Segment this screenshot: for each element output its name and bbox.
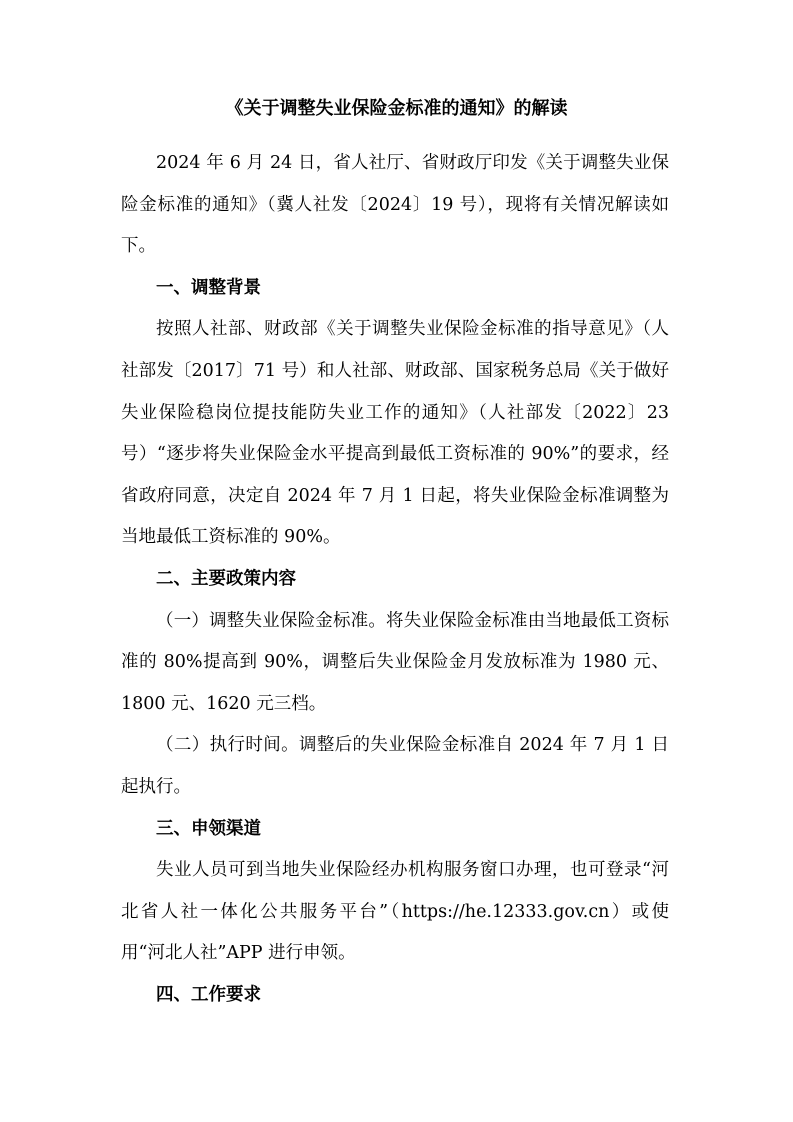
document-title: 《关于调整失业保险金标准的通知》的解读 [225,98,568,119]
section-heading-application-channels: 三、申领渠道 [156,818,261,839]
section-heading-background: 一、调整背景 [156,277,261,298]
document-body [121,143,669,1016]
section-heading-policy-content: 二、主要政策内容 [156,568,296,589]
background-paragraph: 按照人社部、财政部《关于调整失业保险金标准的指导意见》（人社部发〔2017〕71 号）和人社部、财政部、国家税务总局《关于做好失业保险稳岗位提技能防失业工作的通知》（人社部发〔2022〕23 号）“逐步将失业保险金水平提高到最低工资标准的 90%”的要求，经省政府同意，决定自 2024 年 7 月 1 日起，将失业保险金标准调整为当地最低工资标准的 90%。 [121,319,669,548]
policy-paragraph-standard: （一）调整失业保险金标准。将失业保险金标准由当地最低工资标准的 80%提高到 90%，调整后失业保险金月发放标准为 1980 元、1800 元、1620 元三档。 [121,610,669,714]
application-channels-paragraph: 失业人员可到当地失业保险经办机构服务窗口办理，也可登录“河北省人社一体化公共服务平台”（https://he.12333.gov.cn）或使用“河北人社”APP 进行申领。 [121,860,669,964]
section-heading-work-requirements: 四、工作要求 [156,984,261,1005]
policy-paragraph-effective-date: （二）执行时间。调整后的失业保险金标准自 2024 年 7 月 1 日起执行。 [121,735,669,797]
intro-paragraph: 2024 年 6 月 24 日，省人社厅、省财政厅印发《关于调整失业保险金标准的通知》（冀人社发〔2024〕19 号），现将有关情况解读如下。 [121,153,669,257]
